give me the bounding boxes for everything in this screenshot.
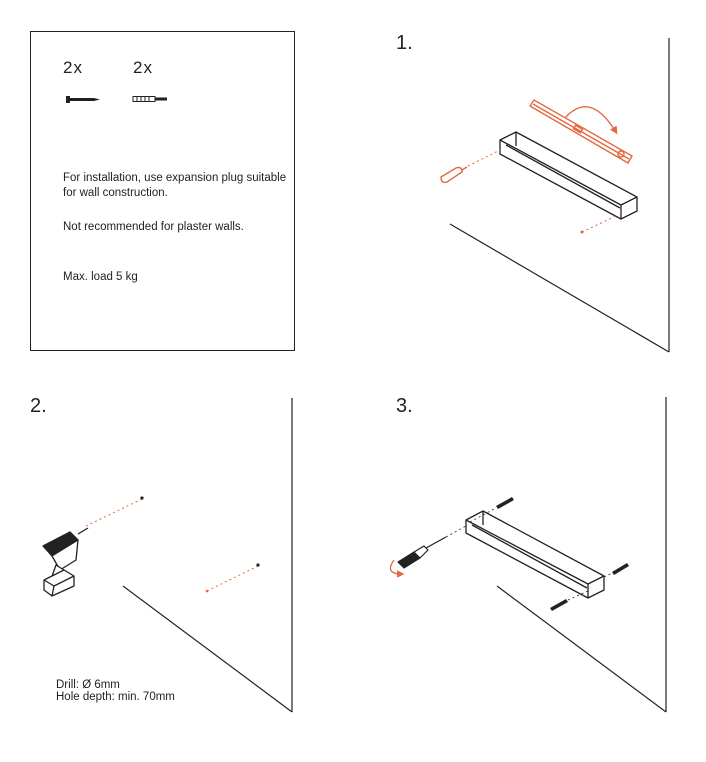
rotate-arrow-step-1 — [565, 107, 616, 132]
step-1-number: 1. — [396, 32, 413, 54]
screw-icon — [66, 96, 100, 103]
max-load-note: Max. load 5 kg — [63, 271, 138, 283]
step-1-wall — [450, 38, 669, 352]
mark-line-2 — [582, 216, 616, 232]
step-2-number: 2. — [30, 395, 47, 417]
pencil-icon — [441, 167, 467, 182]
towel-rail-step-1 — [500, 132, 637, 219]
step-3-number: 3. — [396, 395, 413, 417]
screw-right-icon — [604, 563, 629, 577]
drill-line-lower — [207, 566, 258, 591]
wall-plug-icon — [133, 97, 167, 102]
plug-quantity: 2x — [133, 58, 153, 77]
drill-size-label: Drill: Ø 6mm — [56, 679, 120, 691]
drill-icon — [43, 528, 88, 596]
mark-line-1 — [468, 150, 500, 166]
towel-rail-step-3 — [466, 511, 604, 598]
screw-quantity: 2x — [63, 58, 83, 77]
screwdriver-icon — [398, 526, 466, 568]
plaster-warning: Not recommended for plaster walls. — [63, 221, 244, 233]
installation-note: For installation, use expansion plug suitable for wall construction. — [63, 172, 287, 199]
step-2-wall — [123, 398, 292, 712]
drill-line-upper — [86, 499, 142, 526]
hole-depth-label: Hole depth: min. 70mm — [56, 691, 175, 703]
